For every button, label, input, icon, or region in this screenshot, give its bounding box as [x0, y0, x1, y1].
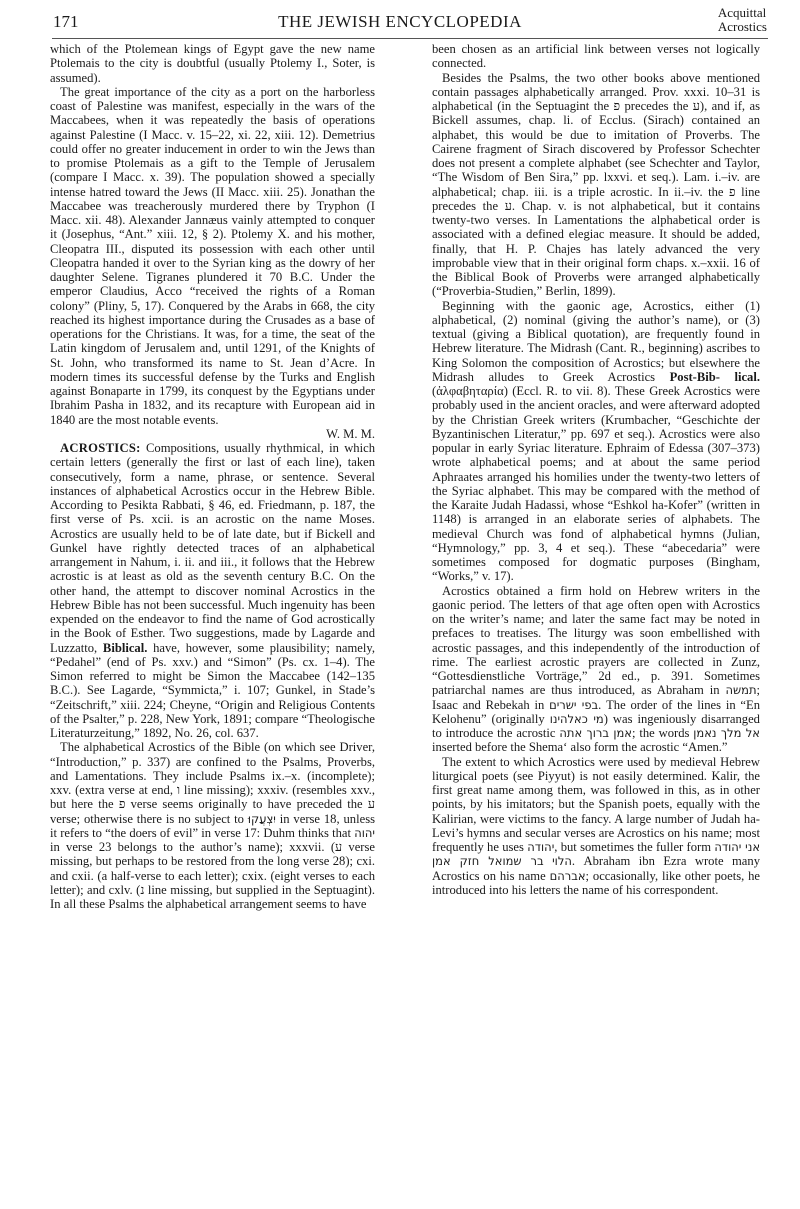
entry-heading: ACROSTICS: [60, 441, 141, 455]
text-run: ; Isaac and Rebekah in [432, 683, 760, 712]
running-title: THE JEWISH ENCYCLOPEDIA [278, 12, 522, 31]
hebrew-word: אני יהודה הלוי [552, 840, 761, 869]
header-rule [52, 38, 768, 39]
text-run: in verse 23 belongs to the author’s name); xxxvii. (ע verse missing, but perhaps to be restored from the long verse 28); cxi. and cxii. (a half-verse to each letter); cxix. (eight verses to each letter); and cxlv. (נ line missing, but supplied in the Septuagint). In all these Psalms the alphabetical arrangement seems to have [50, 840, 376, 911]
side-heading-biblical: Biblical. [102, 640, 148, 655]
text-run: ; the words [631, 726, 690, 740]
hebrew-word: יִצְעֲקוּ [247, 811, 276, 826]
side-heading-line1: Post-Bib- [669, 369, 720, 384]
entry-text: Compositions, usually rhythmical, in which certain letters (generally the first or last of each line), taken consecutively, form a name, phrase, or sentence. Several instances of alphabetical Acrostics occur in the Hebrew Bible. According to Pesikta Rabbati, § 46, ed. Friedmann, p. 187, the first verse of Ps. xcii. is an acrostic on the name Moses. Acrostics are usually held to be of late date, but if Bickell and Gunkel have rightly detected traces of an alphabetical arrangement in Nahum, i. ii. and iii., it follows that the Hebrew acrostic is at least as old as the seventh century B.C. On the other hand, the attempt to discover nominal Acrostics in the Hebrew Bible has not been successful. Much ingenuity has been expended on the endeavor to find the name of God acrostically in the Book of Esther. Two suggestions, made by Lagarde and Luzzatto, [50, 441, 375, 655]
running-head-line1: Acquittal [717, 5, 767, 20]
text-run: The extent to which Acrostics were used by medieval Hebrew liturgical poets (see Piyyut) is not easily determined. Kalir, the first great name among them, was followed in this, as in other points, by his imitators; but the Spanish poets, equally with the Kalirian, were victims to the fancy. A large number of Judah ha-Levi’s hymns and secular verses are Acrostics on his name; most frequently he uses [432, 754, 760, 854]
text-run: Beginning with the gaonic age, Acrostics, either (1) alphabetical, (2) nominal (giving the author’s name), or (3) textual (giving a Biblical quotation), are frequently found in Hebrew literature. The Midrash (Cant. R., beginning) ascribes to King Solomon the composition of Acrostics; but elsewhere the Midrash alludes to Greek Acrostics [432, 298, 760, 384]
left-column [50, 42, 375, 911]
paragraph: Besides the Psalms, the two other books above mentioned contain passages alphabetically arranged. Prov. xxxi. 10–31 is alphabetical (in the Septuagint the פ precedes the ע), and if, as Bickell assumes, chap. li. of Ecclus. (Sirach) contained an alphabet, this would be due to imitation of Proverbs. The Cairene fragment of Sirach discovered by Professor Schechter does not present a complete alphabet (see Schechter and Taylor, “The Wisdom of Ben Sira,” pp. lxxvi. et seq.). Lam. i.–iv. are alphabetical; chap. iii. is a triple acrostic. In ii.–iv. the פ line precedes the ע. Chap. v. is not alphabetical, but it contains twenty-two verses. In Lamentations the alphabetical order is associated with a defined elegiac measure. It should be added, finally, that H. P. Chajes has lately advanced the very improbable view that in their original form chaps. x.–xxii. 16 of the Biblical Book of Proverbs were arranged alphabetically (“Proverbia-Studien,” Berlin, 1899). [432, 70, 761, 299]
text-run: , but sometimes the fuller form [554, 840, 712, 854]
paragraph: which of the Ptolemean kings of Egypt gave the new name Ptolemais to the city is doubtful (usually Ptolemy I., Soter, is assumed). [50, 42, 375, 85]
side-heading-post-biblical [670, 370, 760, 384]
hebrew-word: אל מלך נאמן [693, 726, 760, 740]
paragraph: The great importance of the city as a port on the harborless coast of Palestine was manifest, especially in the wars of the Maccabees, when it was repeatedly the basis of operations against Palestine (I Macc. v. 15–22, xi. 22, xiii. 12). Demetrius could offer no greater inducement in order to win the Jews than to promise Ptolemais as a gift to the Temple of Jerusalem (compare I Macc. x. 39). The population showed a specially intense hatred toward the Jews (II Macc. xiii. 25). Jonathan the Maccabee was treacherously murdered there by Tryphon (I Macc. xii. 48). Alexander Jannæus vainly attempted to conquer it (Josephus, “Ant.” xiii. 12, § 2). Ptolemy X. and his mother, Cleopatra III., disputed its possession with each other until Cleopatra handed it over to the Syrian king as the dowry of her daughter Selene. Tigranes plundered it 70 B.C. Under the emperor Claudius, Acco “received the rights of a Roman colony” (Pliny, 5, 17). Conquered by the Arabs in 668, the city reached its highest importance during the Crusades as a base of operations for the Christians. It was, for a time, the seat of the Latin kingdom of Jerusalem and, until 1291, of the Knights of St. John, who transformed its name to St. Jean d’Acre. In modern times its successful defense by the Turks and English against Bonaparte in 1799, its conquest by the Egyptians under Ibrahim Pasha in 1832, and its recapture with European aid in 1840 are the most notable events. [50, 84, 375, 427]
text-run: Acrostics obtained a firm hold on Hebrew writers in the gaonic period. The letters of that age often open with Acrostics on the writer’s name; and later the same fact may be noted in prefaces to treatises. The liturgy was soon embellished with acrostic passages, and this independently of the introduction of rime. The earliest acrostic prayers are collected in Zunz, “Gottesdienstliche Vorträge,” 2d ed., p. 391. Sometimes patriarchal names are thus introduced, as Abraham in [432, 583, 760, 698]
text-run: ) was ingeniously disarranged to introduce the acrostic [432, 711, 760, 740]
paragraph: been chosen as an artificial link between verses not logically connected. [432, 42, 760, 71]
right-column [432, 42, 760, 897]
text-run: in verse 18, unless it refers to “the doers of evil” in verse 17: Duhm thinks that [50, 811, 375, 840]
paragraph [432, 755, 760, 898]
text-run: ; occasionally, like other poets, he introduced into his letters the name of his correspondent. [432, 868, 760, 897]
text-run: (ἀλφαβηταρία) (Eccl. R. to vii. 8). These Greek Acrostics were probably used in the ancient oracles, and were afterward adopted by the Christian Greek writers (Krumbacher, “Geschichte der Byzantinischen Literatur,” pp. 697 et seq.). Acrostics were also popular in early Syriac literature. Ephraim of Edessa (307–373) wrote alphabetical poems; and at about the same period Aphraates arranged his homilies under the twenty-two letters of the Syriac alphabet. This may be compared with the method of the Karaite Judah Hadassi, whose “Eshkol ha-Kofer” (written in 1148) is arranged in an elaborate series of alphabets. The medieval Church was fond of alphabetical hymns (Julian, “Hymnology,” pp. 3, 4 et seq.). These “abecedaria” were sometimes composed for dogmatic purposes (Bingham, “Works,” v. 17). [432, 384, 760, 584]
text-run: The alphabetical Acrostics of the Bible (on which see Driver, “Introduction,” p. 337) are confined to the Psalms, Proverbs, and Lamentations. They include Psalms ix.–x. (incomplete); xxv. (extra verse at end, ו line missing); xxxiv. (resembles xxv., but here the פ verse seems originally to have preceded the ע verse; otherwise there is no subject to [50, 740, 376, 826]
paragraph [432, 299, 760, 584]
paragraph [432, 584, 760, 755]
entry-paragraph [50, 441, 375, 740]
running-head [718, 6, 767, 34]
running-head-line2: Acrostics [717, 19, 767, 34]
page-number: 171 [53, 12, 79, 31]
hebrew-word: תמשה [725, 683, 757, 698]
hebrew-word: בר שמואל חזק אמן [432, 854, 544, 869]
text-run: . Abraham ibn Ezra wrote many Acrostics on his name [432, 854, 760, 883]
hebrew-word: אמן ברוך אתה [559, 726, 632, 740]
side-heading-line2: lical. [734, 369, 760, 384]
hebrew-word: יהודה [527, 840, 555, 854]
hebrew-word: יהוה [354, 825, 375, 840]
hebrew-word: בפי ישרים [549, 697, 599, 712]
author-signature: W. M. M. [326, 426, 375, 441]
text-run: inserted before the Shema‘ also form the acrostic “Amen.” [432, 740, 728, 755]
page-header [0, 0, 800, 40]
paragraph [50, 740, 375, 911]
text-run: . The order of the lines in “En Kelohenu” (originally [432, 697, 760, 726]
entry-text-cont: have, however, some plausibility; namely, “Pedahel” (end of Ps. xxv.) and “Simon” (Ps. cx. 1–4). The Simon referred to might be Simon the Maccabee (142–135 B.C.). See Lagarde, “Symmicta,” i. 107; Gunkel, in Stade’s “Zeitschrift,” xiii. 224; Cheyne, “Origin and Religious Contents of the Psalter,” p. 228, New York, 1891; compare “Theologische Literaturzeitung,” 1892, No. 26, col. 637. [50, 640, 375, 740]
hebrew-word: אברהם [549, 868, 586, 883]
hebrew-word: מי כאלהינו [549, 711, 604, 726]
